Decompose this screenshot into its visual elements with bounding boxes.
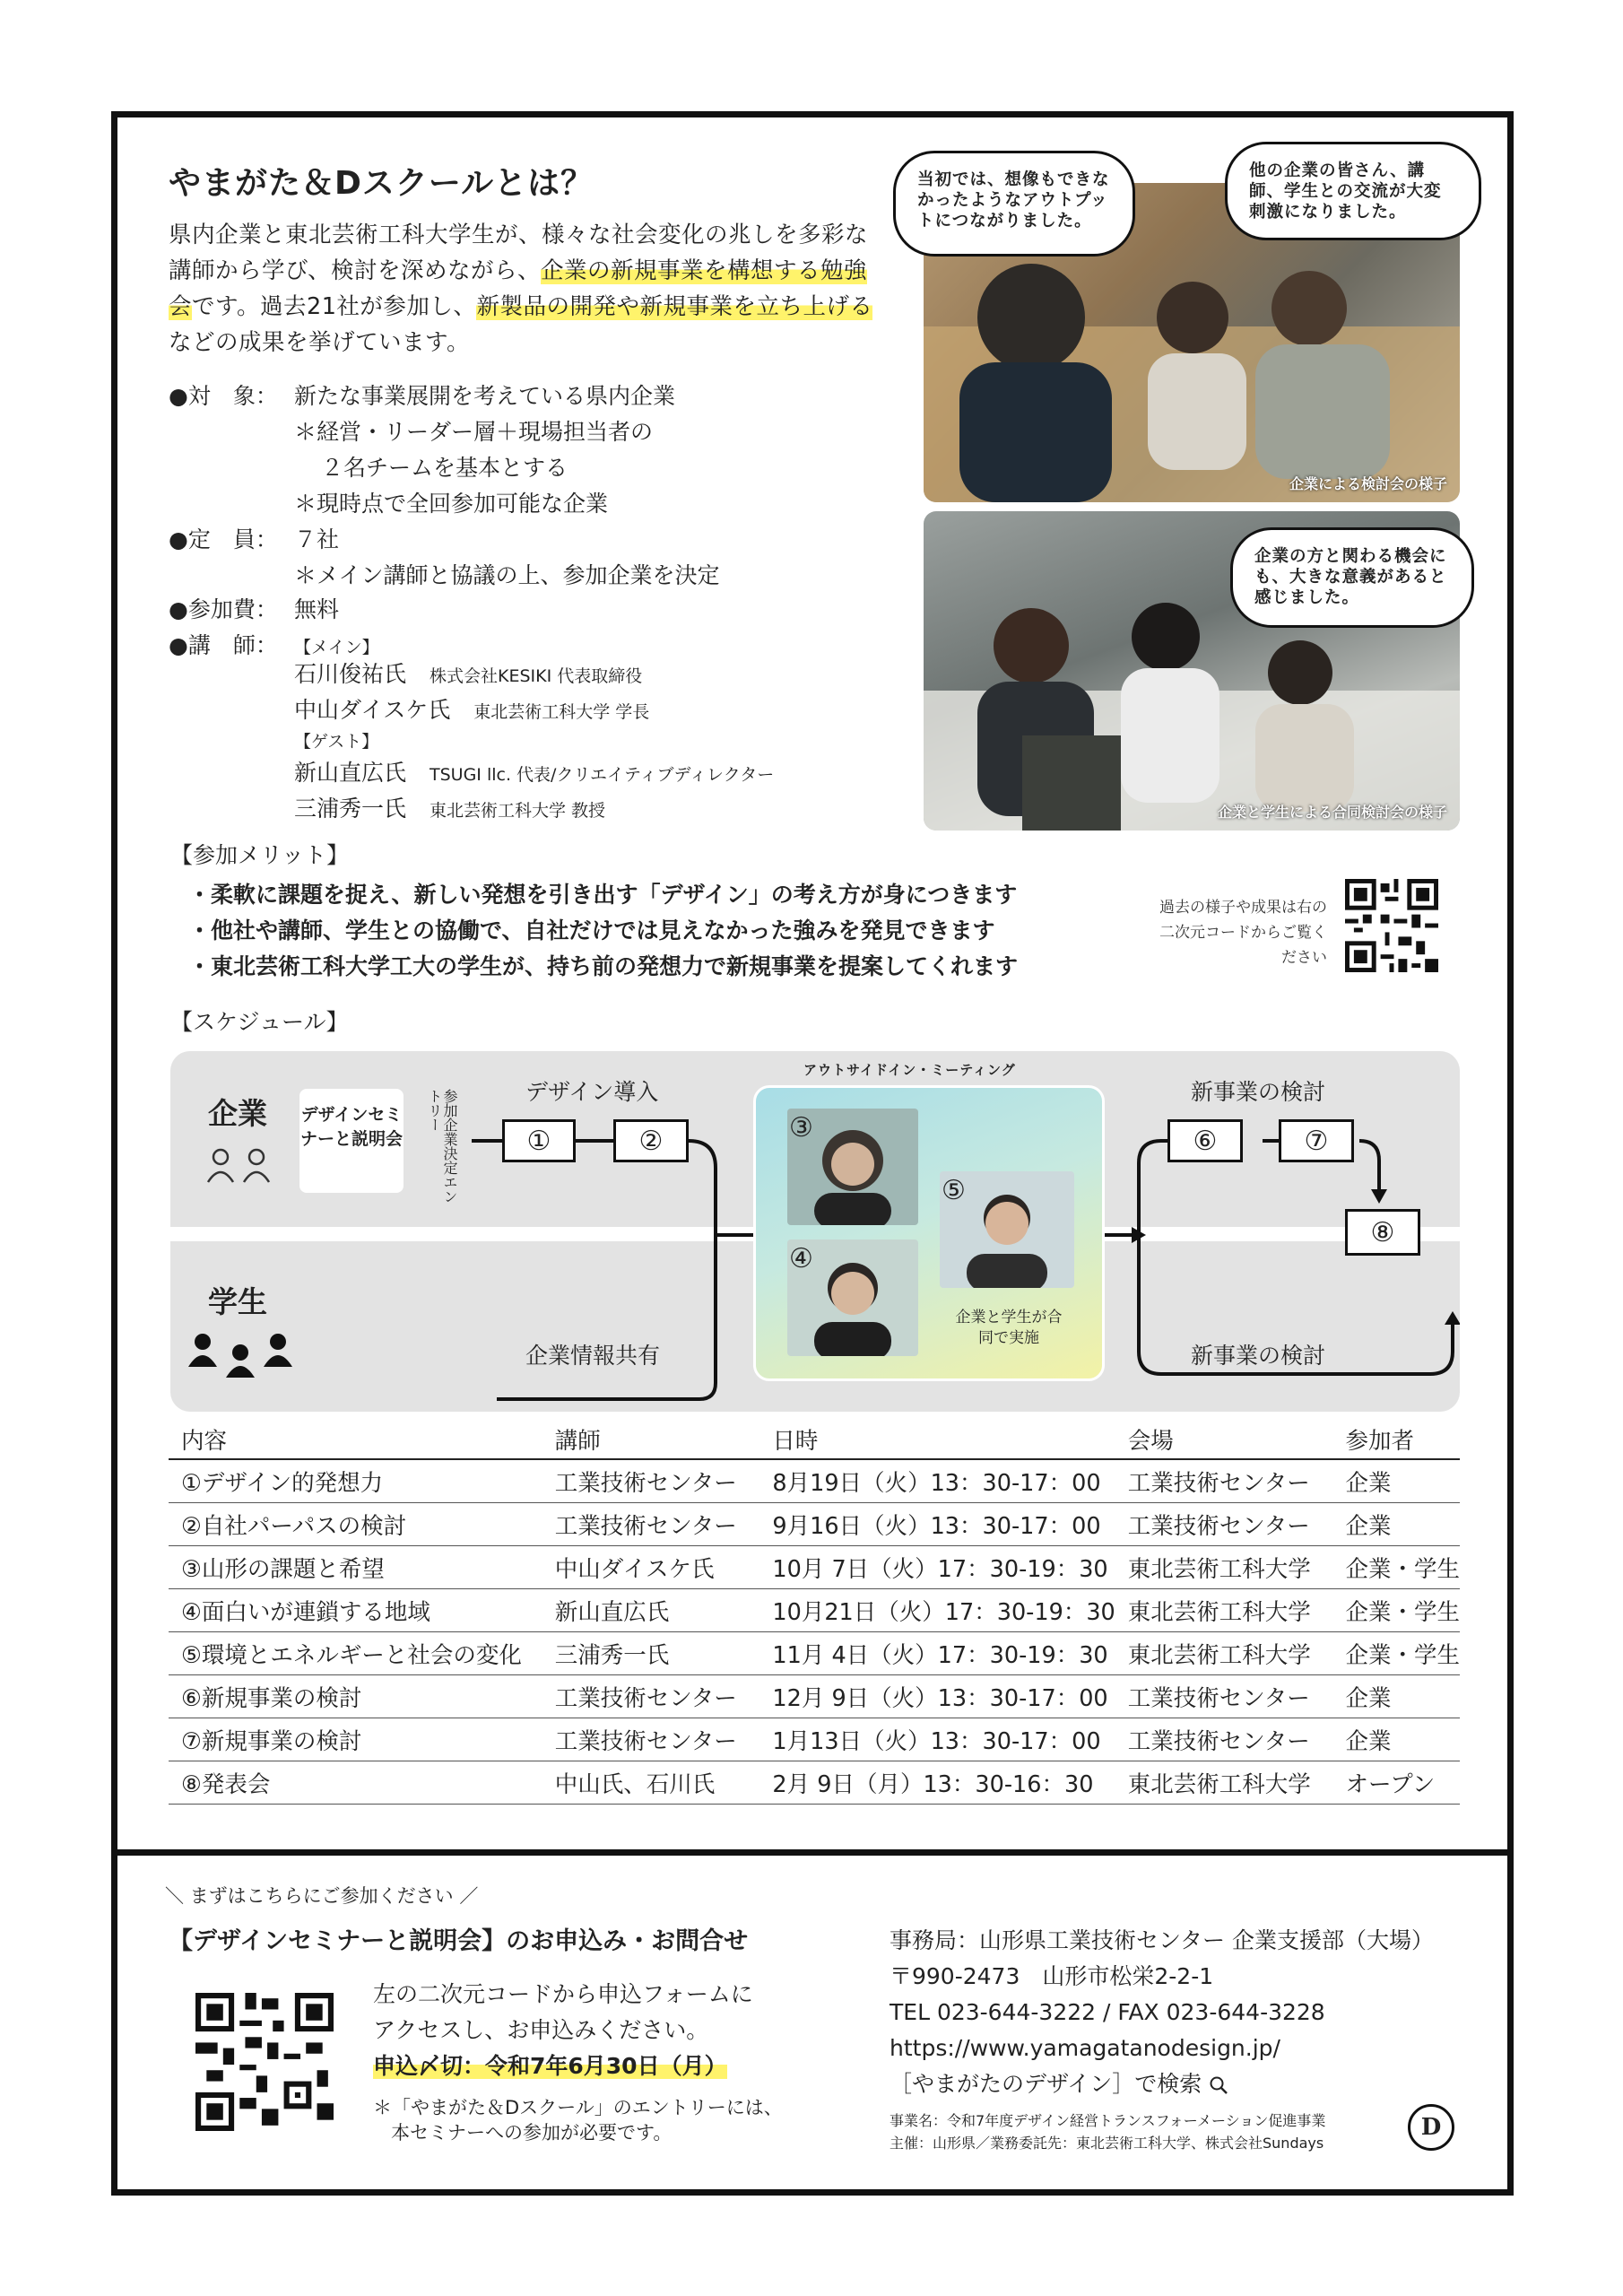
target-note-2: ２名チームを基本とする [321,455,568,481]
table-cell: 工業技術センター [542,1675,760,1718]
address: 〒990-2473 山形市松栄2-2-1 [890,1963,1214,1989]
table-cell: 企業 [1332,1718,1460,1761]
search-hint [890,2066,1434,2102]
table-cell: 企業・学生 [1332,1632,1460,1675]
company-label: 企業 [208,1096,267,1131]
table-row [169,1718,1460,1761]
lecturer-affiliation: 株式会社KESIKI 代表取締役 [430,666,643,686]
main-lecturer-label: 【メイン】 [294,638,379,657]
target-label: ●対 象： [169,383,278,409]
merit-item: ・東北芸術工科大学工大の学生が、持ち前の発想力で新規事業を提案してくれます [188,953,1019,979]
entry-note-line-1: ＊「やまがた＆Dスクール」のエントリーには、 [373,2097,783,2118]
design-intro-label: デザイン導入 [525,1079,659,1105]
merit-item: ・柔軟に課題を捉え、新しい発想を引き出す「デザイン」の考え方が身につきます [188,882,1018,908]
table-row [169,1761,1460,1805]
step-box-2: ② [613,1119,689,1162]
table-cell: 9月16日（火）13：30-17：00 [759,1503,1115,1546]
lecturer-1 [294,657,642,689]
footer-divider [111,1849,1514,1856]
table-row [169,1503,1460,1546]
table-cell: 2月 9日（月）13：30-16：30 [759,1761,1115,1805]
table-cell: 企業 [1332,1459,1460,1503]
table-cell: 東北芸術工科大学 [1115,1761,1333,1805]
section-title-about: やまがた＆Dスクールとは？ [169,165,595,202]
table-cell: 東北芸術工科大学 [1115,1546,1333,1589]
apply-instructions [373,1977,753,2084]
footer-lead: ＼ まずはこちらにご参加ください ／ [165,1885,479,1907]
overview-fee [169,592,339,628]
step-box-6: ⑥ [1167,1119,1243,1162]
lecturer-name: 三浦秀一氏 [294,796,407,822]
table-row [169,1589,1460,1632]
student-label: 学生 [208,1284,267,1319]
joint-note: 企業と学生が合同で実施 [955,1309,1063,1347]
table-cell: ⑥新規事業の検討 [169,1675,542,1718]
table-header-row [169,1421,1460,1459]
entry-note-line-2: 本セミナーへの参加が必要です。 [391,2122,673,2144]
website-url[interactable]: https://www.yamagatanodesign.jp/ [890,2035,1280,2061]
merit-item: ・他社や講師、学生との協働で、自社だけでは見えなかった強みを発見できます [188,918,995,944]
table-cell: ⑧発表会 [169,1761,542,1805]
table-cell: 企業 [1332,1675,1460,1718]
intro-highlight-2: 新製品の開発や新規事業を立ち上げる [476,293,873,320]
lecturer-name: 石川俊祐氏 [294,661,407,687]
search-icon [1209,2075,1228,2095]
table-cell: ②自社パーパスの検討 [169,1503,542,1546]
speech-bubble-2: 他の企業の皆さん、講師、学生との交流が大変刺激になりました。 [1225,142,1481,240]
lecturer-4 [294,791,605,823]
apply-title: 【デザインセミナーと説明会】のお申込み・お問合せ [169,1927,749,1955]
table-cell: 中山ダイスケ氏 [542,1546,760,1589]
table-cell: 10月 7日（火）17：30-19：30 [759,1546,1115,1589]
table-cell: 新山直広氏 [542,1589,760,1632]
merits-list [188,877,1018,985]
table-cell: 工業技術センター [1115,1459,1333,1503]
table-cell: 12月 9日（火）13：30-17：00 [759,1675,1115,1718]
schedule-heading: 【スケジュール】 [170,1009,349,1035]
qr-note: 過去の様子や成果は右の二次元コードからご覧ください [1159,899,1327,967]
table-cell: 工業技術センター [542,1718,760,1761]
qr-code-past-results[interactable] [1345,879,1438,972]
table-cell: 工業技術センター [1115,1675,1333,1718]
capacity-value: ７社 [294,526,340,552]
lecturer-3 [294,755,774,787]
fee-value: 無料 [294,596,340,622]
instruction-line-2: アクセスし、お申込みください。 [373,2017,709,2043]
project-name: 事業名：令和7年度デザイン経営トランスフォーメーション促進事業 [890,2112,1326,2129]
table-cell: 工業技術センター [1115,1503,1333,1546]
lecturer-name: 中山ダイスケ氏 [294,697,451,723]
speech-bubble-3: 企業の方と関わる機会にも、大きな意義があると感じました。 [1230,527,1474,628]
guest-lecturer-label: 【ゲスト】 [294,732,379,752]
speech-bubble-1: 当初では、想像もできなかったようなアウトプットにつながりました。 [893,151,1135,257]
photo-caption-2: 企業と学生による合同検討会の様子 [1217,804,1447,821]
intro-part-1: 県内企業と東北芸術工科大学生が、様々な社会変化の兆しを多彩な講師から学び、検討を深めながら、 [169,222,869,284]
capacity-note: ＊メイン講師と協議の上、参加企業を決定 [294,562,720,588]
capacity-label: ●定 員： [169,526,278,552]
seminar-box: デザインセミナーと説明会 [299,1089,404,1193]
target-value: 新たな事業展開を考えている県内企業 [294,383,676,409]
table-cell: 工業技術センター [542,1459,760,1503]
table-cell: 企業・学生 [1332,1589,1460,1632]
office: 事務局：山形県工業技術センター 企業支援部（大場） [890,1927,1434,1953]
table-cell: ⑤環境とエネルギーと社会の変化 [169,1632,542,1675]
col-header: 内容 [169,1421,542,1459]
step-box-1: ① [502,1119,576,1162]
entry-label: 参加企業決定エントリー [426,1089,458,1204]
table-cell: 工業技術センター [542,1503,760,1546]
new-business-label-top: 新事業の検討 [1191,1079,1326,1105]
table-cell: 企業 [1332,1503,1460,1546]
target-note-1: ＊経営・リーダー層＋現場担当者の [294,419,654,445]
table-row [169,1459,1460,1503]
deadline [373,2048,753,2084]
table-row [169,1632,1460,1675]
search-text: ［やまがたのデザイン］で検索 [890,2071,1202,2097]
table-cell: 10月21日（火）17：30-19：30 [759,1589,1115,1632]
step-label-5: ⑤ [942,1175,966,1206]
table-cell: ⑦新規事業の検討 [169,1718,542,1761]
table-cell: ④面白いが連鎖する地域 [169,1589,542,1632]
step-label-3: ③ [789,1112,813,1144]
table-cell: 東北芸術工科大学 [1115,1589,1333,1632]
table-cell: ①デザイン的発想力 [169,1459,542,1503]
step-label-4: ④ [789,1243,813,1274]
d-school-logo: D [1408,2104,1454,2151]
table-cell: 企業・学生 [1332,1546,1460,1589]
table-cell: ③山形の課題と希望 [169,1546,542,1589]
col-header: 会場 [1115,1421,1333,1459]
organizer: 主催：山形県／業務委託先：東北芸術工科大学、株式会社Sundays [890,2135,1324,2152]
lecturer-name: 新山直広氏 [294,760,407,786]
table-cell: 三浦秀一氏 [542,1632,760,1675]
table-cell: オープン [1332,1761,1460,1805]
step-box-7: ⑦ [1279,1119,1354,1162]
instruction-line-1: 左の二次元コードから申込フォームに [373,1981,753,2007]
lecturer-2 [294,692,649,725]
lecturer-label: ●講 師： [169,632,278,658]
lecturer-affiliation: TSUGI llc. 代表/クリエイティブディレクター [430,765,775,785]
table-cell: 工業技術センター [1115,1718,1333,1761]
deadline-text: 申込〆切：令和7年6月30日（月） [373,2053,727,2079]
table-row [169,1675,1460,1718]
qr-code-application[interactable] [195,1993,334,2131]
contact-info [890,1923,1434,2102]
credits [890,2109,1325,2154]
target-note-3: ＊現時点で全回参加可能な企業 [294,491,609,517]
intro-text [169,217,877,361]
new-business-label-bottom: 新事業の検討 [1191,1343,1326,1369]
table-cell: 中山氏、石川氏 [542,1761,760,1805]
overview-capacity [169,522,339,558]
step-box-8: ⑧ [1345,1209,1420,1256]
entry-note [373,2095,783,2145]
intro-highlight-1: 企業の新規事業を構想する勉強会 [169,257,867,320]
info-share-label: 企業情報共有 [525,1343,661,1369]
fee-label: ●参加費： [169,596,278,622]
table-cell: 1月13日（火）13：30-17：00 [759,1718,1115,1761]
overview-target [169,378,675,414]
table-cell: 東北芸術工科大学 [1115,1632,1333,1675]
table-row [169,1546,1460,1589]
col-header: 参加者 [1332,1421,1460,1459]
table-cell: 8月19日（火）13：30-17：00 [759,1459,1115,1503]
photo-caption-1: 企業による検討会の様子 [1289,475,1447,492]
outside-in-label: アウトサイドイン・ミーティング [803,1062,1016,1078]
intro-part-3: などの成果を挙げています。 [169,329,470,356]
col-header: 講師 [542,1421,760,1459]
lecturer-affiliation: 東北芸術工科大学 教授 [430,801,606,821]
table-cell: 11月 4日（火）17：30-19：30 [759,1632,1115,1675]
merits-heading: 【参加メリット】 [170,842,350,868]
tel-fax: TEL 023-644-3222 / FAX 023-644-3228 [890,1999,1325,2025]
lecturer-affiliation: 東北芸術工科大学 学長 [473,702,650,722]
intro-part-2: です。過去21社が参加し、 [192,293,477,320]
schedule-table [169,1421,1460,1805]
col-header: 日時 [759,1421,1115,1459]
